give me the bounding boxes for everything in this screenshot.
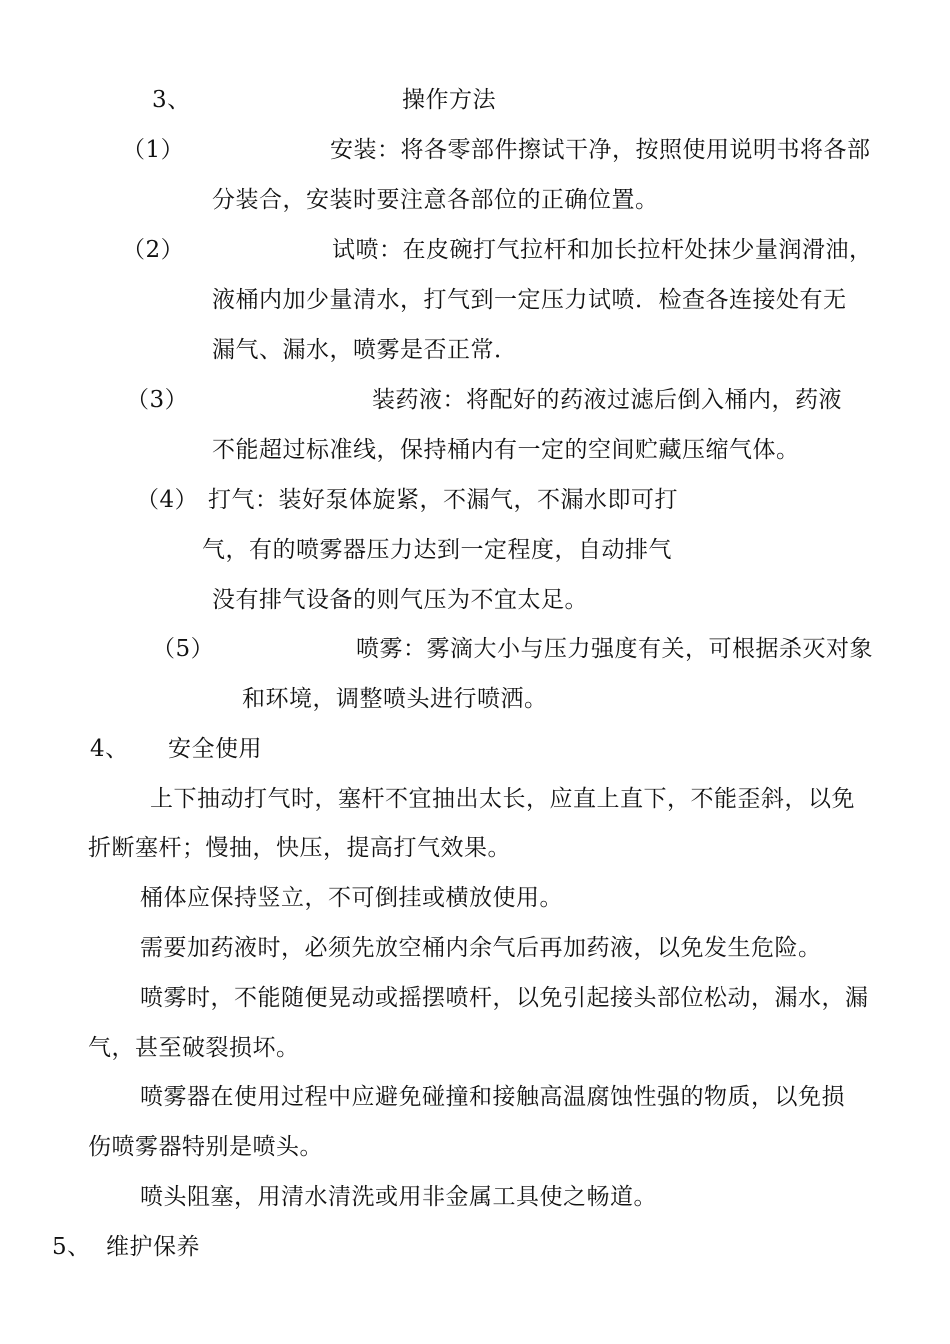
section-4-title: 安全使用 — [168, 736, 262, 762]
section-5-number: 5、 — [52, 1234, 91, 1260]
item-5-line-2: 和环境，调整喷头进行喷洒。 — [242, 686, 548, 712]
safety-paragraph-6: 喷头阻塞，用清水清洗或用非金属工具使之畅道。 — [140, 1184, 657, 1210]
item-3-line-1: 装药液：将配好的药液过滤后倒入桶内，药液 — [372, 387, 842, 413]
item-4-line-2: 气，有的喷雾器压力达到一定程度，自动排气 — [202, 537, 672, 563]
item-4-line-1: 打气：装好泵体旋紧，不漏气，不漏水即可打 — [208, 487, 678, 513]
safety-paragraph-1-line-1: 上下抽动打气时，塞杆不宜抽出太长，应直上直下，不能歪斜，以免 — [150, 786, 855, 812]
item-2-line-1: 试喷：在皮碗打气拉杆和加长拉杆处抹少量润滑油， — [332, 237, 873, 263]
item-2-line-2: 液桶内加少量清水，打气到一定压力试喷．检查各连接处有无 — [212, 287, 847, 313]
safety-paragraph-4-line-2: 气，甚至破裂损坏。 — [88, 1035, 300, 1061]
item-1-line-1: 安装：将各零部件擦试干净，按照使用说明书将各部 — [330, 137, 871, 163]
item-2-line-3: 漏气、漏水，喷雾是否正常． — [212, 337, 518, 363]
safety-paragraph-5-line-1: 喷雾器在使用过程中应避免碰撞和接触高温腐蚀性强的物质，以免损 — [140, 1084, 845, 1110]
item-2-number: （2） — [122, 237, 185, 263]
safety-paragraph-4-line-1: 喷雾时，不能随便晃动或摇摆喷杆，以免引起接头部位松动，漏水，漏 — [140, 985, 869, 1011]
item-5-line-1: 喷雾：雾滴大小与压力强度有关，可根据杀灭对象 — [356, 636, 873, 662]
item-4-number: （4） — [136, 487, 199, 513]
section-3-title: 操作方法 — [402, 87, 496, 113]
safety-paragraph-2: 桶体应保持竖立，不可倒挂或横放使用。 — [140, 885, 563, 911]
section-3-number: 3、 — [152, 87, 191, 113]
item-5-number: （5） — [152, 636, 215, 662]
safety-paragraph-3: 需要加药液时，必须先放空桶内余气后再加药液，以免发生危险。 — [140, 935, 822, 961]
section-5-title: 维护保养 — [106, 1234, 200, 1260]
safety-paragraph-1-line-2: 折断塞杆；慢抽，快压，提高打气效果。 — [88, 835, 511, 861]
item-4-line-3: 没有排气设备的则气压为不宜太足。 — [212, 587, 588, 613]
item-1-number: （1） — [122, 137, 185, 163]
item-3-number: （3） — [126, 387, 189, 413]
item-1-line-2: 分装合，安装时要注意各部位的正确位置。 — [212, 187, 659, 213]
safety-paragraph-5-line-2: 伤喷雾器特别是喷头。 — [88, 1134, 323, 1160]
item-3-line-2: 不能超过标准线，保持桶内有一定的空间贮藏压缩气体。 — [212, 437, 800, 463]
section-4-number: 4、 — [90, 736, 129, 762]
